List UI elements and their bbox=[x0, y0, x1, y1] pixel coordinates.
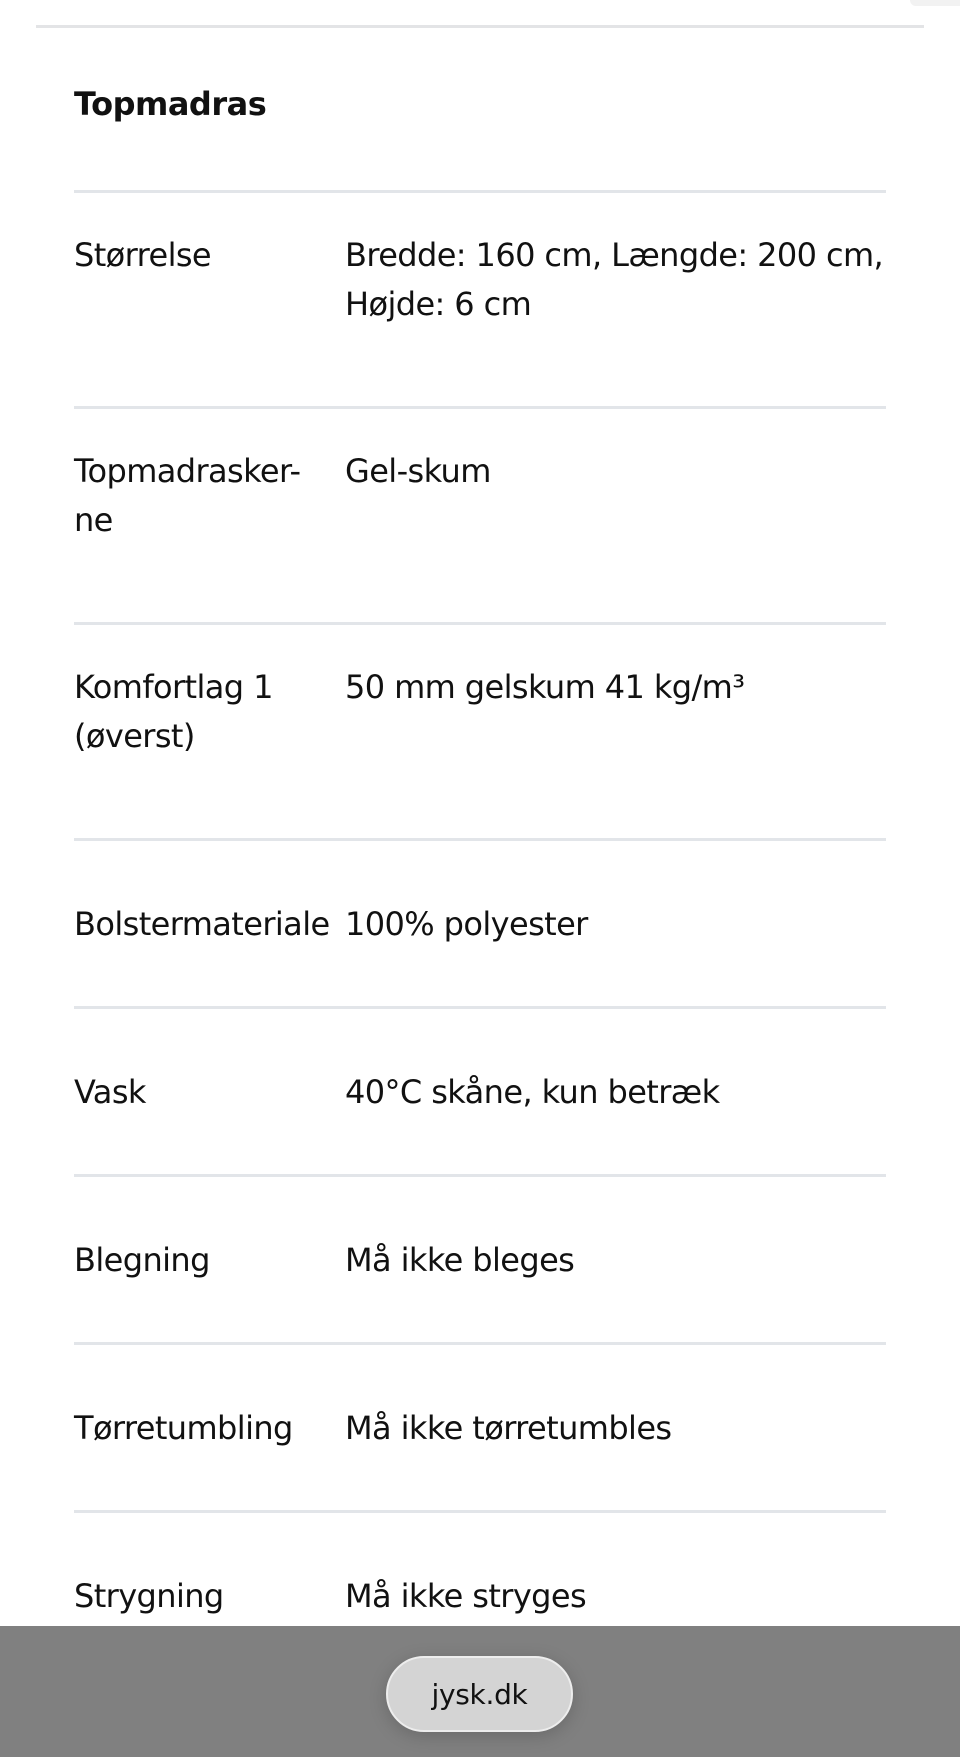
spec-value: Må ikke tørretumbles bbox=[345, 1409, 672, 1447]
spec-value: Gel-skum bbox=[345, 452, 491, 490]
spec-label: Vask bbox=[74, 1073, 146, 1111]
spec-value: Bredde: 160 cm, Længde: 200 cm, Højde: 6 cm bbox=[345, 236, 884, 323]
spec-value: Må ikke stryges bbox=[345, 1577, 587, 1615]
spec-row-size bbox=[74, 190, 886, 406]
spec-row-bleach bbox=[74, 1174, 886, 1342]
spec-row-wash bbox=[74, 1006, 886, 1174]
spec-label: Topmadrasker- ne bbox=[74, 452, 301, 539]
section-title: Topmadras bbox=[74, 85, 267, 123]
spec-table bbox=[74, 190, 886, 1678]
top-divider bbox=[36, 25, 924, 28]
spec-row-filling bbox=[74, 838, 886, 1006]
spec-label: Bolstermateriale bbox=[74, 905, 330, 943]
spec-value: 100% polyester bbox=[345, 905, 588, 943]
url-text: jysk.dk bbox=[431, 1677, 528, 1711]
spec-label: Størrelse bbox=[74, 236, 212, 274]
spec-row-tumble-dry bbox=[74, 1342, 886, 1510]
spec-label: Blegning bbox=[74, 1241, 210, 1279]
spec-label: Tørretumbling bbox=[74, 1409, 293, 1447]
top-corner-element bbox=[910, 0, 960, 6]
spec-label: Strygning bbox=[74, 1577, 224, 1615]
spec-row-comfort-layer bbox=[74, 622, 886, 838]
spec-row-core bbox=[74, 406, 886, 622]
browser-bottom-bar bbox=[0, 1626, 960, 1757]
spec-value: 50 mm gelskum 41 kg/m³ bbox=[345, 668, 745, 706]
spec-value: 40°C skåne, kun betræk bbox=[345, 1073, 720, 1111]
spec-label: Komfortlag 1 (øverst) bbox=[74, 668, 273, 755]
url-bar[interactable] bbox=[386, 1656, 573, 1732]
spec-value: Må ikke bleges bbox=[345, 1241, 575, 1279]
